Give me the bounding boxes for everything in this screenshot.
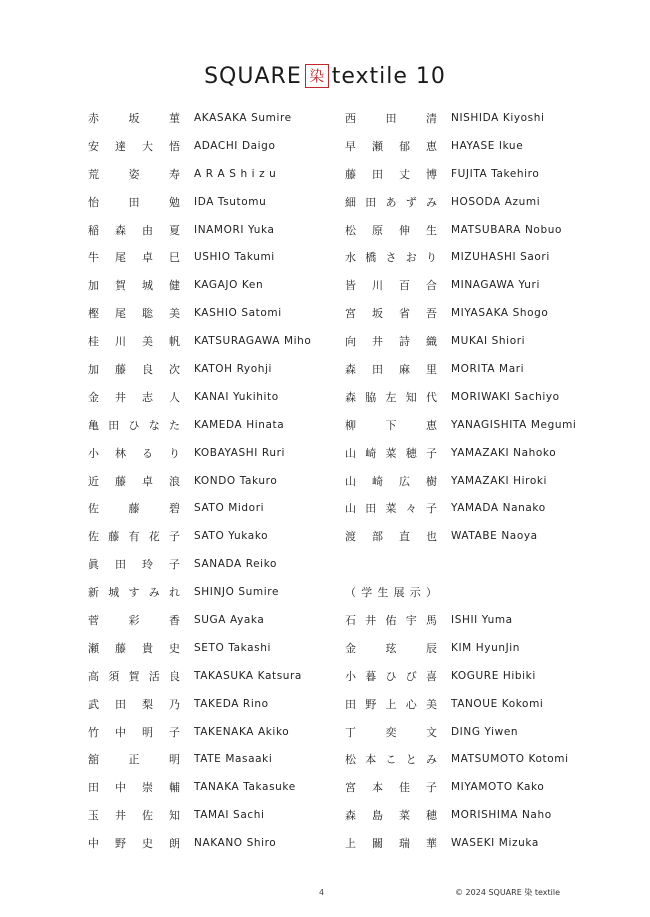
artist-row — [345, 188, 635, 216]
artist-name-romaji: MIYAMOTO Kako — [451, 781, 545, 794]
artist-row — [88, 132, 378, 160]
artist-row — [345, 160, 635, 188]
artist-name-romaji: YANAGISHITA Megumi — [451, 418, 577, 431]
artist-name-jp: 怡 田 勉 — [88, 195, 180, 209]
artist-name-romaji: KONDO Takuro — [194, 474, 278, 487]
artist-row — [88, 160, 378, 188]
artist-name-jp: 桂 川 美 帆 — [88, 335, 180, 349]
artist-name-jp: 宮 坂 省 吾 — [345, 307, 437, 321]
artist-name-romaji: YAMAZAKI Hiroki — [451, 474, 548, 487]
artist-name-romaji: MATSUMOTO Kotomi — [451, 753, 569, 766]
artist-name-romaji: HOSODA Azumi — [451, 195, 541, 208]
title-left: SQUARE — [204, 63, 302, 89]
artist-name-jp: 上 關 瑞 華 — [345, 837, 437, 851]
artist-name-jp: 樫 尾 聡 美 — [88, 307, 180, 321]
artist-name-jp: 丁 奕 文 — [345, 725, 437, 739]
artist-row — [345, 467, 635, 495]
artist-row — [88, 216, 378, 244]
artist-name-romaji: SATO Yukako — [194, 530, 269, 543]
page-number: 4 — [319, 888, 325, 897]
artist-name-jp: 松 原 伸 生 — [345, 223, 437, 237]
artist-row — [345, 718, 635, 746]
artist-name-romaji: KAGAJO Ken — [194, 279, 264, 292]
artist-name-romaji: SANADA Reiko — [194, 558, 278, 571]
artist-name-jp: 近 藤 卓 浪 — [88, 474, 180, 488]
artist-row — [88, 299, 378, 327]
artist-name-romaji: MUKAI Shiori — [451, 335, 526, 348]
artist-name-jp: 石 井 佑 宇 馬 — [345, 613, 437, 627]
artist-row — [88, 439, 378, 467]
artist-name-jp: 田 野 上 心 美 — [345, 697, 437, 711]
artist-name-jp: 田 中 崇 輔 — [88, 781, 180, 795]
artist-row — [88, 801, 378, 829]
artist-name-romaji: NISHIDA Kiyoshi — [451, 111, 545, 124]
artist-name-jp: 金 玹 辰 — [345, 641, 437, 655]
artist-name-romaji: TATE Masaaki — [194, 753, 273, 766]
artist-name-romaji: YAMAZAKI Nahoko — [451, 446, 557, 459]
artist-name-romaji: INAMORI Yuka — [194, 223, 275, 236]
artist-name-romaji: MIZUHASHI Saori — [451, 251, 550, 264]
artist-name-romaji: USHIO Takumi — [194, 251, 275, 264]
artist-name-romaji: WATABE Naoya — [451, 530, 538, 543]
artist-name-jp: 荒 姿 寿 — [88, 167, 180, 181]
artist-row — [88, 718, 378, 746]
title-right: textile — [331, 63, 408, 89]
artist-row — [345, 299, 635, 327]
artist-name-romaji: MORISHIMA Naho — [451, 809, 552, 822]
artist-name-jp: 亀 田 ひ な た — [88, 418, 180, 432]
artist-name-jp: 瀬 藤 貴 史 — [88, 641, 180, 655]
artist-row — [345, 690, 635, 718]
artist-name-romaji: NAKANO Shiro — [194, 837, 277, 850]
artist-name-jp: 西 田 清 — [345, 111, 437, 125]
artist-name-jp: 眞 田 玲 子 — [88, 558, 180, 572]
artist-name-romaji: IDA Tsutomu — [194, 195, 267, 208]
artist-row — [345, 104, 635, 132]
artist-name-romaji: YAMADA Nanako — [451, 502, 546, 515]
artist-name-jp: 安 達 大 悟 — [88, 139, 180, 153]
artist-row — [345, 801, 635, 829]
artist-row — [88, 522, 378, 550]
copyright: © 2024 SQUARE 染 textile — [455, 888, 561, 897]
artist-name-romaji: ADACHI Daigo — [194, 139, 276, 152]
artist-row — [88, 271, 378, 299]
artist-name-jp: 牛 尾 卓 巳 — [88, 251, 180, 265]
artist-name-romaji: ISHII Yuma — [451, 613, 513, 626]
artist-name-romaji: KATOH Ryohji — [194, 362, 273, 375]
artist-name-romaji: MATSUBARA Nobuo — [451, 223, 562, 236]
artist-name-romaji: KATSURAGAWA Miho — [194, 335, 312, 348]
artist-name-romaji: HAYASE Ikue — [451, 139, 524, 152]
artist-name-jp: （ 学 生 展 示 ） — [345, 586, 437, 600]
artist-name-jp: 柳 下 恵 — [345, 418, 437, 432]
title-number: 10 — [415, 63, 446, 89]
artist-name-jp: 玉 井 佐 知 — [88, 809, 180, 823]
artist-name-romaji: TAMAI Sachi — [194, 809, 265, 822]
artist-name-romaji: MINAGAWA Yuri — [451, 279, 540, 292]
artist-row — [345, 327, 635, 355]
artist-name-jp: 中 野 史 朗 — [88, 837, 180, 851]
artist-name-jp: 佐 藤 有 花 子 — [88, 530, 180, 544]
artist-name-romaji: SUGA Ayaka — [194, 613, 265, 626]
artist-row — [88, 606, 378, 634]
artist-row — [88, 550, 378, 578]
artist-row — [345, 578, 635, 606]
artist-row — [345, 829, 635, 857]
artist-row — [88, 467, 378, 495]
artist-row — [345, 634, 635, 662]
artist-list-right — [345, 104, 635, 857]
artist-name-jp: 渡 部 直 也 — [345, 530, 437, 544]
artist-row — [345, 745, 635, 773]
artist-list-left — [88, 104, 378, 857]
artist-name-romaji: KIM HyunJin — [451, 641, 521, 654]
artist-row — [88, 494, 378, 522]
artist-name-jp: 細 田 あ ず み — [345, 195, 437, 209]
artist-row — [345, 550, 635, 578]
artist-name-romaji: KASHIO Satomi — [194, 307, 282, 320]
artist-row — [345, 773, 635, 801]
artist-name-jp: 森 田 麻 里 — [345, 362, 437, 376]
artist-name-romaji: TANOUE Kokomi — [451, 697, 544, 710]
artist-row — [345, 606, 635, 634]
artist-row — [345, 355, 635, 383]
artist-name-romaji: MORITA Mari — [451, 362, 525, 375]
artist-row — [88, 662, 378, 690]
artist-row — [345, 216, 635, 244]
artist-name-jp: 舘 正 明 — [88, 753, 180, 767]
artist-row — [88, 690, 378, 718]
artist-row — [88, 578, 378, 606]
artist-row — [345, 132, 635, 160]
artist-row — [88, 745, 378, 773]
artist-name-romaji: SETO Takashi — [194, 641, 271, 654]
artist-name-jp: 新 城 す み れ — [88, 586, 180, 600]
artist-name-romaji: TAKEDA Rino — [194, 697, 269, 710]
artist-name-romaji: SHINJO Sumire — [194, 586, 280, 599]
artist-row — [88, 104, 378, 132]
artist-name-jp: 竹 中 明 子 — [88, 725, 180, 739]
artist-name-romaji: TANAKA Takasuke — [194, 781, 296, 794]
artist-name-jp: 森 脇 左 知 代 — [345, 390, 437, 404]
artist-name-romaji: KANAI Yukihito — [194, 390, 279, 403]
artist-row — [88, 411, 378, 439]
artist-name-romaji: A R A S h i z u — [194, 167, 277, 180]
artist-name-jp: 山 崎 菜 穂 子 — [345, 446, 437, 460]
artist-name-jp: 藤 田 丈 博 — [345, 167, 437, 181]
artist-row — [345, 522, 635, 550]
artist-name-romaji: FUJITA Takehiro — [451, 167, 540, 180]
artist-name-romaji: KAMEDA Hinata — [194, 418, 285, 431]
artist-name-romaji: MORIWAKI Sachiyo — [451, 390, 560, 403]
artist-row — [88, 243, 378, 271]
artist-row — [88, 188, 378, 216]
artist-name-jp: 皆 川 百 合 — [345, 279, 437, 293]
artist-name-jp: 菅 彩 香 — [88, 613, 180, 627]
artist-name-romaji: KOBAYASHI Ruri — [194, 446, 286, 459]
artist-name-jp: 武 田 梨 乃 — [88, 697, 180, 711]
artist-row — [345, 411, 635, 439]
artist-row — [88, 773, 378, 801]
artist-row — [88, 327, 378, 355]
artist-name-jp: 小 暮 ひ び 喜 — [345, 669, 437, 683]
artist-row — [88, 383, 378, 411]
artist-name-jp: 稲 森 由 夏 — [88, 223, 180, 237]
artist-name-jp: 宮 本 佳 子 — [345, 781, 437, 795]
artist-name-romaji: AKASAKA Sumire — [194, 111, 292, 124]
artist-row — [345, 662, 635, 690]
artist-name-jp: 早 瀬 郁 恵 — [345, 139, 437, 153]
artist-row — [345, 383, 635, 411]
artist-name-romaji: TAKASUKA Katsura — [194, 669, 302, 682]
artist-row — [88, 829, 378, 857]
artist-row — [88, 355, 378, 383]
title-stamp-logo: 染 — [305, 64, 329, 88]
artist-row — [345, 271, 635, 299]
artist-name-romaji: DING Yiwen — [451, 725, 519, 738]
artist-name-jp: 加 賀 城 健 — [88, 279, 180, 293]
artist-name-romaji: KOGURE Hibiki — [451, 669, 536, 682]
artist-row — [345, 439, 635, 467]
artist-name-jp: 金 井 志 人 — [88, 390, 180, 404]
artist-name-romaji: TAKENAKA Akiko — [194, 725, 290, 738]
artist-name-romaji: SATO Midori — [194, 502, 265, 515]
artist-name-jp: 小 林 る り — [88, 446, 180, 460]
artist-name-jp: 山 田 菜 々 子 — [345, 502, 437, 516]
artist-row — [345, 243, 635, 271]
artist-name-romaji: WASEKI Mizuka — [451, 837, 539, 850]
artist-name-jp: 松 本 こ と み — [345, 753, 437, 767]
artist-name-jp: 山 崎 広 樹 — [345, 474, 437, 488]
artist-name-jp: 水 橋 さ お り — [345, 251, 437, 265]
artist-name-jp: 森 島 菜 穂 — [345, 809, 437, 823]
artist-row — [88, 634, 378, 662]
artist-name-romaji: MIYASAKA Shogo — [451, 307, 549, 320]
artist-name-jp: 向 井 詩 織 — [345, 335, 437, 349]
artist-name-jp: 加 藤 良 次 — [88, 362, 180, 376]
artist-row — [345, 494, 635, 522]
artist-name-jp: 高 須 賀 活 良 — [88, 669, 180, 683]
artist-name-jp: 赤 坂 菫 — [88, 111, 180, 125]
artist-name-jp: 佐 藤 碧 — [88, 502, 180, 516]
page-title — [0, 56, 650, 96]
